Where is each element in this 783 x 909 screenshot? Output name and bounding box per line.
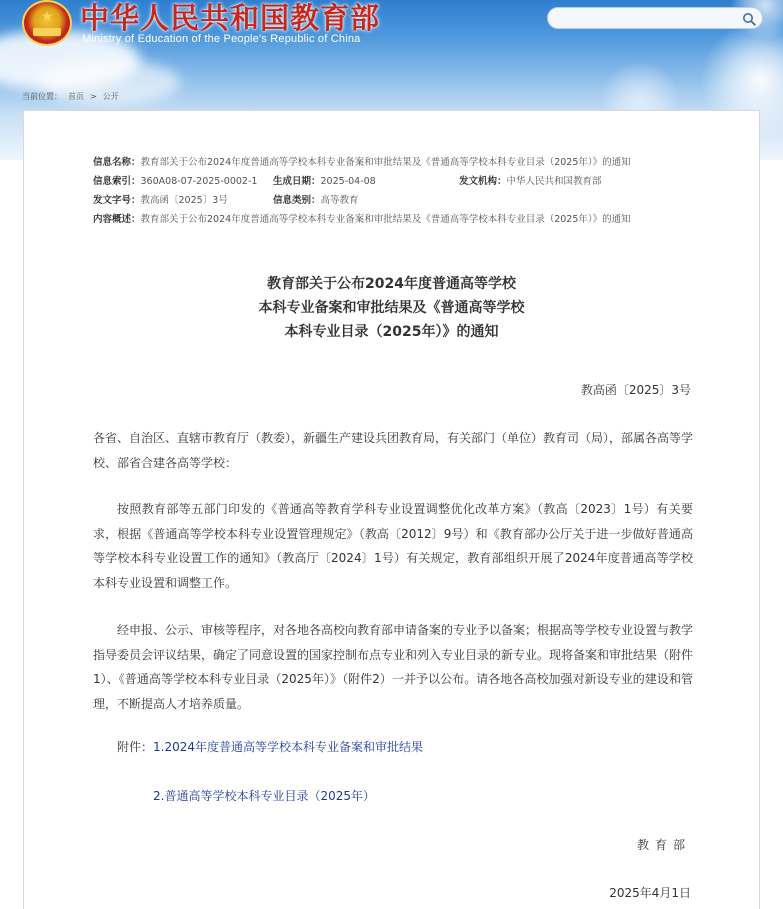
signer: 教育部	[636, 838, 691, 852]
national-emblem-logo[interactable]	[22, 0, 72, 46]
document-title-line: 教育部关于公布2024年度普通高等学校	[267, 276, 516, 292]
emblem-base	[33, 28, 61, 36]
document-title-line: 本科专业目录（2025年）》的通知	[284, 324, 499, 340]
meta-index-value: 360A08-07-2025-0002-1	[140, 175, 258, 187]
body-paragraph-1: 按照教育部等五部门印发的《普通高等教育学科专业设置调整优化改革方案》（教高〔2023〕1号）有关要求，根据《普通高等学校本科专业设置管理规定》（教高〔2012〕9号）和《教育部办公厅关于进一步做好普通高等学校本科专业设置工作的通知》（教高厅〔2024〕1号）有关规定，教育部组织开展了2024年度普通高等学校本科专业设置和调整工作。	[93, 502, 693, 590]
meta-name-label: 信息名称：	[93, 156, 141, 168]
info-metadata-table	[93, 151, 703, 227]
meta-row-index	[93, 170, 703, 189]
document-date: 2025年4月1日	[609, 886, 691, 900]
star-icon: ★	[41, 9, 54, 25]
meta-docno-value: 教高函〔2025〕3号	[140, 194, 228, 206]
meta-category-label: 信息类别：	[273, 194, 321, 206]
search-box[interactable]	[547, 7, 763, 29]
breadcrumb-prefix: 当前位置：	[22, 92, 62, 101]
body-paragraph-2: 经申报、公示、审核等程序，对各地各高校向教育部申请备案的专业予以备案；根据高等学校专业设置与教学指导委员会评议结果，确定了同意设置的国家控制布点专业和列入专业目录的新专业。现将备案和审批结果（附件1）、《普通高等学校本科专业目录（2025年）》（附件2）一并予以公布。请各地各高校加强对新设专业的建设和管理，不断提高人才培养质量。	[93, 623, 694, 711]
meta-summary-label: 内容概述：	[93, 213, 141, 225]
attachment-list	[117, 738, 423, 755]
attachment-link-2[interactable]: 2.普通高等学校本科专业目录（2025年）	[153, 789, 375, 803]
breadcrumb-public-link[interactable]: 公开	[102, 92, 119, 101]
attachment-list	[153, 787, 375, 804]
meta-date-value: 2025-04-08	[320, 175, 376, 187]
attachment-label: 附件：	[117, 740, 154, 754]
addressee-paragraph: 各省、自治区、直辖市教育厅（教委），新疆生产建设兵团教育局，有关部门（单位）教育司（局），部属各高等学校、部省合建各高等学校：	[93, 431, 694, 470]
meta-index-label: 信息索引：	[93, 175, 141, 187]
meta-row-summary	[93, 208, 703, 227]
meta-category-value: 高等教育	[320, 194, 359, 206]
document-title	[0, 272, 783, 344]
meta-org-label: 发文机构：	[459, 175, 507, 187]
meta-name-value: 教育部关于公布2024年度普通高等学校本科专业备案和审批结果及《普通高等学校本科专业目录（2025年）》的通知	[140, 156, 631, 168]
document-number: 教高函〔2025〕3号	[580, 383, 691, 397]
meta-org-value: 中华人民共和国教育部	[506, 175, 602, 187]
site-title[interactable]: 中华人民共和国教育部	[80, 1, 381, 35]
meta-date-label: 生成日期：	[273, 175, 321, 187]
breadcrumb	[22, 91, 119, 102]
meta-row-name	[93, 151, 703, 170]
document-title-line: 本科专业备案和审批结果及《普通高等学校	[258, 300, 525, 316]
site-subtitle-en: Ministry of Education of the People's Republic of China	[82, 33, 361, 45]
search-icon[interactable]	[742, 11, 756, 25]
breadcrumb-separator: >	[90, 92, 97, 101]
breadcrumb-home-link[interactable]: 首页	[68, 92, 84, 101]
search-input[interactable]	[558, 10, 738, 26]
attachment-link-1[interactable]: 1.2024年度普通高等学校本科专业备案和审批结果	[153, 740, 424, 754]
meta-docno-label: 发文字号：	[93, 194, 141, 206]
meta-summary-value: 教育部关于公布2024年度普通高等学校本科专业备案和审批结果及《普通高等学校本科专业目录（2025年）》的通知	[140, 213, 631, 225]
meta-row-docno	[93, 189, 703, 208]
